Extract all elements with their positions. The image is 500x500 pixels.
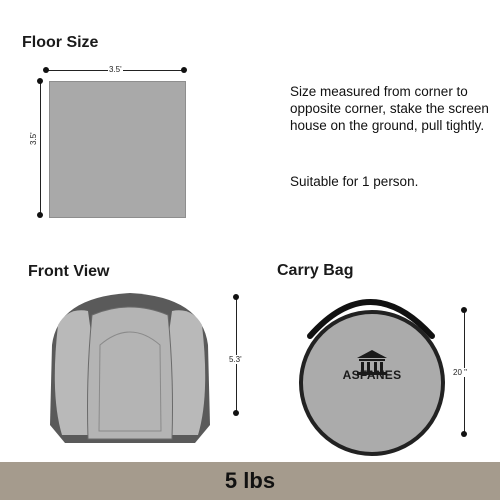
floor-height-top-dot (37, 78, 43, 84)
carry-bag-title: Carry Bag (277, 262, 354, 279)
floor-width-label: 3.5' (109, 65, 122, 74)
bag-body (301, 312, 443, 454)
bag-size-label: 20 " (453, 368, 467, 377)
capacity-note: Suitable for 1 person. (290, 174, 419, 189)
size-measurement-note: Size measured from corner to opposite corner, stake the screen house on the ground, pull tightly. (290, 84, 489, 133)
front-view-title: Front View (28, 263, 110, 280)
bag-size-top-dot (461, 307, 467, 313)
front-height-label: 5.3' (229, 355, 242, 364)
floor-height-label: 3.5' (29, 132, 38, 145)
bag-brand-text: ASFANES (342, 368, 402, 382)
floor-height-bottom-dot (37, 212, 43, 218)
floor-width-left-dot (43, 67, 49, 73)
floor-size-title: Floor Size (22, 34, 99, 51)
weight-label: 5 lbs (224, 468, 276, 493)
front-height-top-dot (233, 294, 239, 300)
floor-height-dimension-line (40, 80, 41, 216)
tent-door-panel (88, 307, 173, 439)
bag-size-bottom-dot (461, 431, 467, 437)
floor-width-right-dot (181, 67, 187, 73)
floor-area-square (49, 81, 186, 218)
tent-front-view-illustration (40, 285, 220, 455)
front-height-bottom-dot (233, 410, 239, 416)
weight-footer-bar (0, 462, 500, 500)
